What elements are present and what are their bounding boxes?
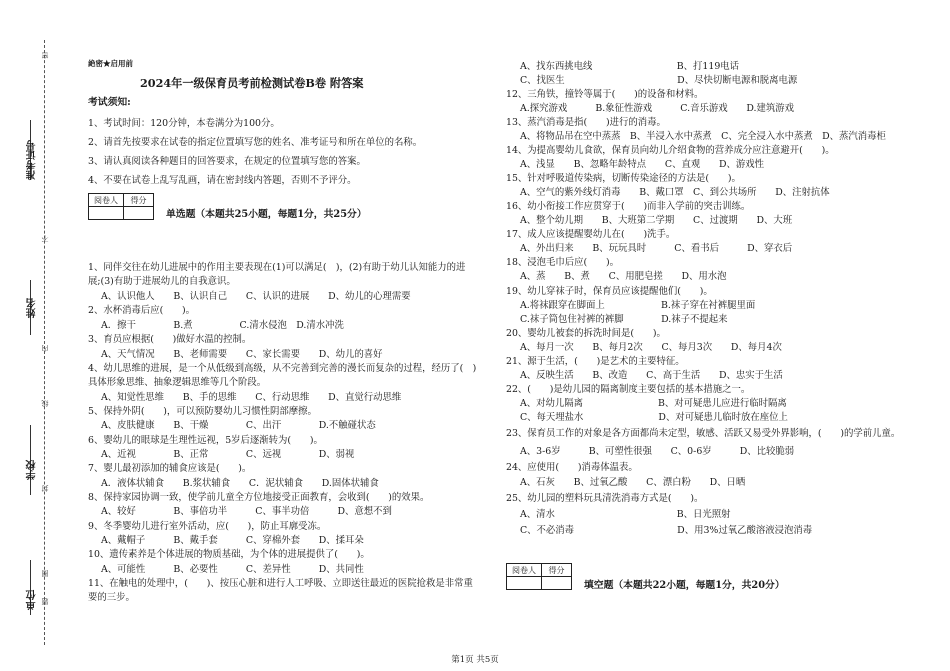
score-label: 得分 xyxy=(542,564,572,577)
seal-char: 密 xyxy=(41,52,49,59)
answer-options: A、认识他人 B、认识自己 C、认识的进展 D、幼儿的心理需要 xyxy=(101,291,411,302)
answer-options: C、每天埋盐水 D、对可疑患儿临时放在座位上 xyxy=(520,412,788,423)
question-text: 11、在触电的处理中，( )、按压心脏和进行人工呼吸、立即送往最近的医院抢救是非常重 xyxy=(88,578,473,589)
answer-options: A、皮肤健康 B、干燥 C、出汗 D.不触碰状态 xyxy=(101,420,376,431)
question-text: 20、婴幼儿被套的拆洗时间是( )。 xyxy=(506,328,666,339)
margin-label-exam-number: 准考证号 xyxy=(27,140,38,180)
answer-options: A、天气情况 B、老师需要 C、家长需要 D、幼儿的喜好 xyxy=(101,349,383,360)
reviewer-label: 阅卷人 xyxy=(89,194,124,207)
question-text: 23、保育员工作的对象是各方面都尚未定型，敏感、活跃又易受外界影响，( )的学前儿童。 xyxy=(506,428,901,439)
margin-label-unit: 单位 xyxy=(27,590,38,610)
question-text: 14、为提高婴幼儿食欲，保育员向幼儿介绍食物的营养成分应注意避开( )。 xyxy=(506,145,835,156)
reviewer-label: 阅卷人 xyxy=(507,564,542,577)
answer-options: A、空气的紫外线灯消毒 B、戴口罩 C、到公共场所 D、注射抗体 xyxy=(520,187,830,198)
answer-options: A.探究游戏 B.象征性游戏 C.音乐游戏 D.建筑游戏 xyxy=(520,103,794,114)
answer-options: C.袜子筒包住衬裤的裤脚 D.袜子不提起来 xyxy=(520,314,728,325)
question-text: 15、针对呼吸道传染病，切断传染途径的方法是( )。 xyxy=(506,173,741,184)
answer-options: A、可能性 B、必要性 C、差异性 D、共同性 xyxy=(101,564,364,575)
question-text: 18、浸泡毛巾后应( )。 xyxy=(506,257,619,268)
page-number: 第1页 共5页 xyxy=(451,655,499,665)
section-title-fill-blank: 填空题（本题共22小题，每题1分，共20分） xyxy=(584,580,785,591)
question-text: 21、源于生活，( )是艺术的主要特征。 xyxy=(506,356,685,367)
seal-char: 内 xyxy=(41,345,49,352)
question-text: 13、蒸汽消毒是指( )进行的消毒。 xyxy=(506,117,666,128)
question-text: 7、婴儿最初添加的辅食应该是( )。 xyxy=(88,463,252,474)
section-title-single-choice: 单选题（本题共25小题，每题1分，共25分） xyxy=(166,209,367,220)
answer-options: A．擦干 B.煮 C.清水侵泡 D.清水冲洗 xyxy=(101,320,344,331)
question-text: 9、冬季婴幼儿进行室外活动，应( )，防止耳廓受冻。 xyxy=(88,521,327,532)
score-cell[interactable] xyxy=(542,577,572,590)
question-text: 2、水杯消毒后应( )。 xyxy=(88,305,196,316)
answer-options: A、蒸 B、煮 C、用肥皂搓 D、用水泡 xyxy=(520,271,727,282)
answer-options: A、对幼儿隔离 B、对可疑患儿应进行临时隔离 xyxy=(520,398,787,409)
question-text: 8、保持家园协调一致，使学前儿童全方位地接受正面教育，会收到( )的效果。 xyxy=(88,492,430,503)
answer-options: A、找东西挑电线 B、打119电话 xyxy=(520,61,740,72)
answer-options: A、石灰 B、过氧乙酸 C、漂白粉 D、日晒 xyxy=(520,477,746,488)
question-text: 10、遗传素养是个体进展的物质基础，为个体的进展提供了( )。 xyxy=(88,549,370,560)
reviewer-cell[interactable] xyxy=(89,207,124,220)
answer-options: A、外出归来 B、玩玩具时 C、看书后 D、穿衣后 xyxy=(520,243,793,254)
answer-options: A、戴帽子 B、戴手套 C、穿棉外套 D、揉耳朵 xyxy=(101,535,364,546)
answer-options: A.将袜跟穿在脚面上 B.袜子穿在衬裤腿里面 xyxy=(520,300,756,311)
seal-char: 圈 xyxy=(41,570,49,577)
answer-options: A、较好 B、事倍功半 C、事半功倍 D、意想不到 xyxy=(101,506,392,517)
margin-label-name: 姓名 xyxy=(27,298,38,318)
notice-heading: 考试须知: xyxy=(88,97,131,108)
question-text: 17、成人应该提醒婴幼儿在( )洗手。 xyxy=(506,229,676,240)
question-text: 具体形象思维、抽象逻辑思维等几个阶段。 xyxy=(88,377,267,388)
question-text: 6、婴幼儿的眼球是生理性远视，5岁后逐渐转为( )。 xyxy=(88,435,323,446)
seal-char: 封 xyxy=(41,485,49,492)
binding-dashed-line xyxy=(44,40,45,645)
question-text: 4、幼儿思维的进展，是一个从低级到高级，从不完善到完善的漫长而复杂的过程，经历了( ) xyxy=(88,363,477,374)
question-text: 25、幼儿园的塑料玩具清洗消毒方式是( )。 xyxy=(506,493,704,504)
question-text: 5、保持外阴( )，可以预防婴幼儿习惯性阴部摩擦。 xyxy=(88,406,317,417)
seal-char: 线 xyxy=(41,400,49,407)
question-text: 16、幼小衔接工作应贯穿于( )而非入学前的突击训练。 xyxy=(506,201,751,212)
secret-mark: 絶密★启用前 xyxy=(88,59,133,68)
score-box xyxy=(506,563,572,590)
score-box xyxy=(88,193,154,220)
notice-item: 4、不要在试卷上乱写乱画，请在密封线内答题，否则不予评分。 xyxy=(88,175,357,186)
question-text: 24、应使用( )消毒体温表。 xyxy=(506,462,638,473)
answer-options: A、浅显 B、忽略年龄特点 C、直观 D、游戏性 xyxy=(520,159,764,170)
notice-item: 2、请首先按要求在试卷的指定位置填写您的姓名、准考证号和所在单位的名称。 xyxy=(88,137,423,148)
notice-item: 3、请认真阅读各种题目的回答要求，在规定的位置填写您的答案。 xyxy=(88,156,366,167)
answer-options: A、清水 B、日光照射 xyxy=(520,509,731,520)
seal-char: 不 xyxy=(41,235,49,242)
question-text: 1、同伴交往在幼儿进展中的作用主要表现在(1)可以满足( )，(2)有助于幼儿认知能力的进 xyxy=(88,262,466,273)
margin-label-school: 学校 xyxy=(27,460,38,480)
question-text: 要的三步。 xyxy=(88,592,135,603)
question-text: 3、育员应根据( )做好水温的控制。 xyxy=(88,334,252,345)
notice-item: 1、考试时间：120分钟，本卷满分为100分。 xyxy=(88,118,280,129)
reviewer-cell[interactable] xyxy=(507,577,542,590)
answer-options: A、3-6岁 B、可塑性很强 C、0-6岁 D、比较脆弱 xyxy=(520,446,795,457)
answer-options: A、整个幼儿期 B、大班第二学期 C、过渡期 D、大班 xyxy=(520,215,793,226)
question-text: 19、幼儿穿袜子时，保育员应该提醒他们( )。 xyxy=(506,286,713,297)
answer-options: C、不必消毒 D、用3%过氧乙酸溶液浸泡消毒 xyxy=(520,525,813,536)
score-label: 得分 xyxy=(124,194,154,207)
seal-char: 题 xyxy=(41,598,49,605)
answer-options: C、找医生 D、尽快切断电源和脱离电源 xyxy=(520,75,798,86)
answer-options: A．液体状辅食 B.浆状辅食 C．泥状辅食 D.固体状辅食 xyxy=(101,478,379,489)
answer-options: A、将物品吊在空中蒸蒸 B、半浸入水中蒸煮 C、完全浸入水中蒸煮 D、蒸汽消毒柜 xyxy=(520,131,886,142)
question-text: 22、( )是幼儿园的隔离制度主要包括的基本措施之一。 xyxy=(506,384,751,395)
answer-options: A、反映生活 B、改造 C、高于生活 D、忠实于生活 xyxy=(520,370,783,381)
answer-options: A、每月一次 B、每月2次 C、每月3次 D、每月4次 xyxy=(520,342,782,353)
question-text: 展;(3)有助于进展幼儿的自我意识。 xyxy=(88,276,236,287)
question-text: 12、三角铁，撞铃等属于( )的设备和材料。 xyxy=(506,89,704,100)
score-cell[interactable] xyxy=(124,207,154,220)
answer-options: A、知觉性思维 B、手的思维 C、行动思维 D、直觉行动思维 xyxy=(101,392,402,403)
answer-options: A、近视 B、正常 C、远视 D、弱视 xyxy=(101,449,355,460)
page-title: 2024年一级保育员考前检测试卷B卷 附答案 xyxy=(140,76,364,90)
